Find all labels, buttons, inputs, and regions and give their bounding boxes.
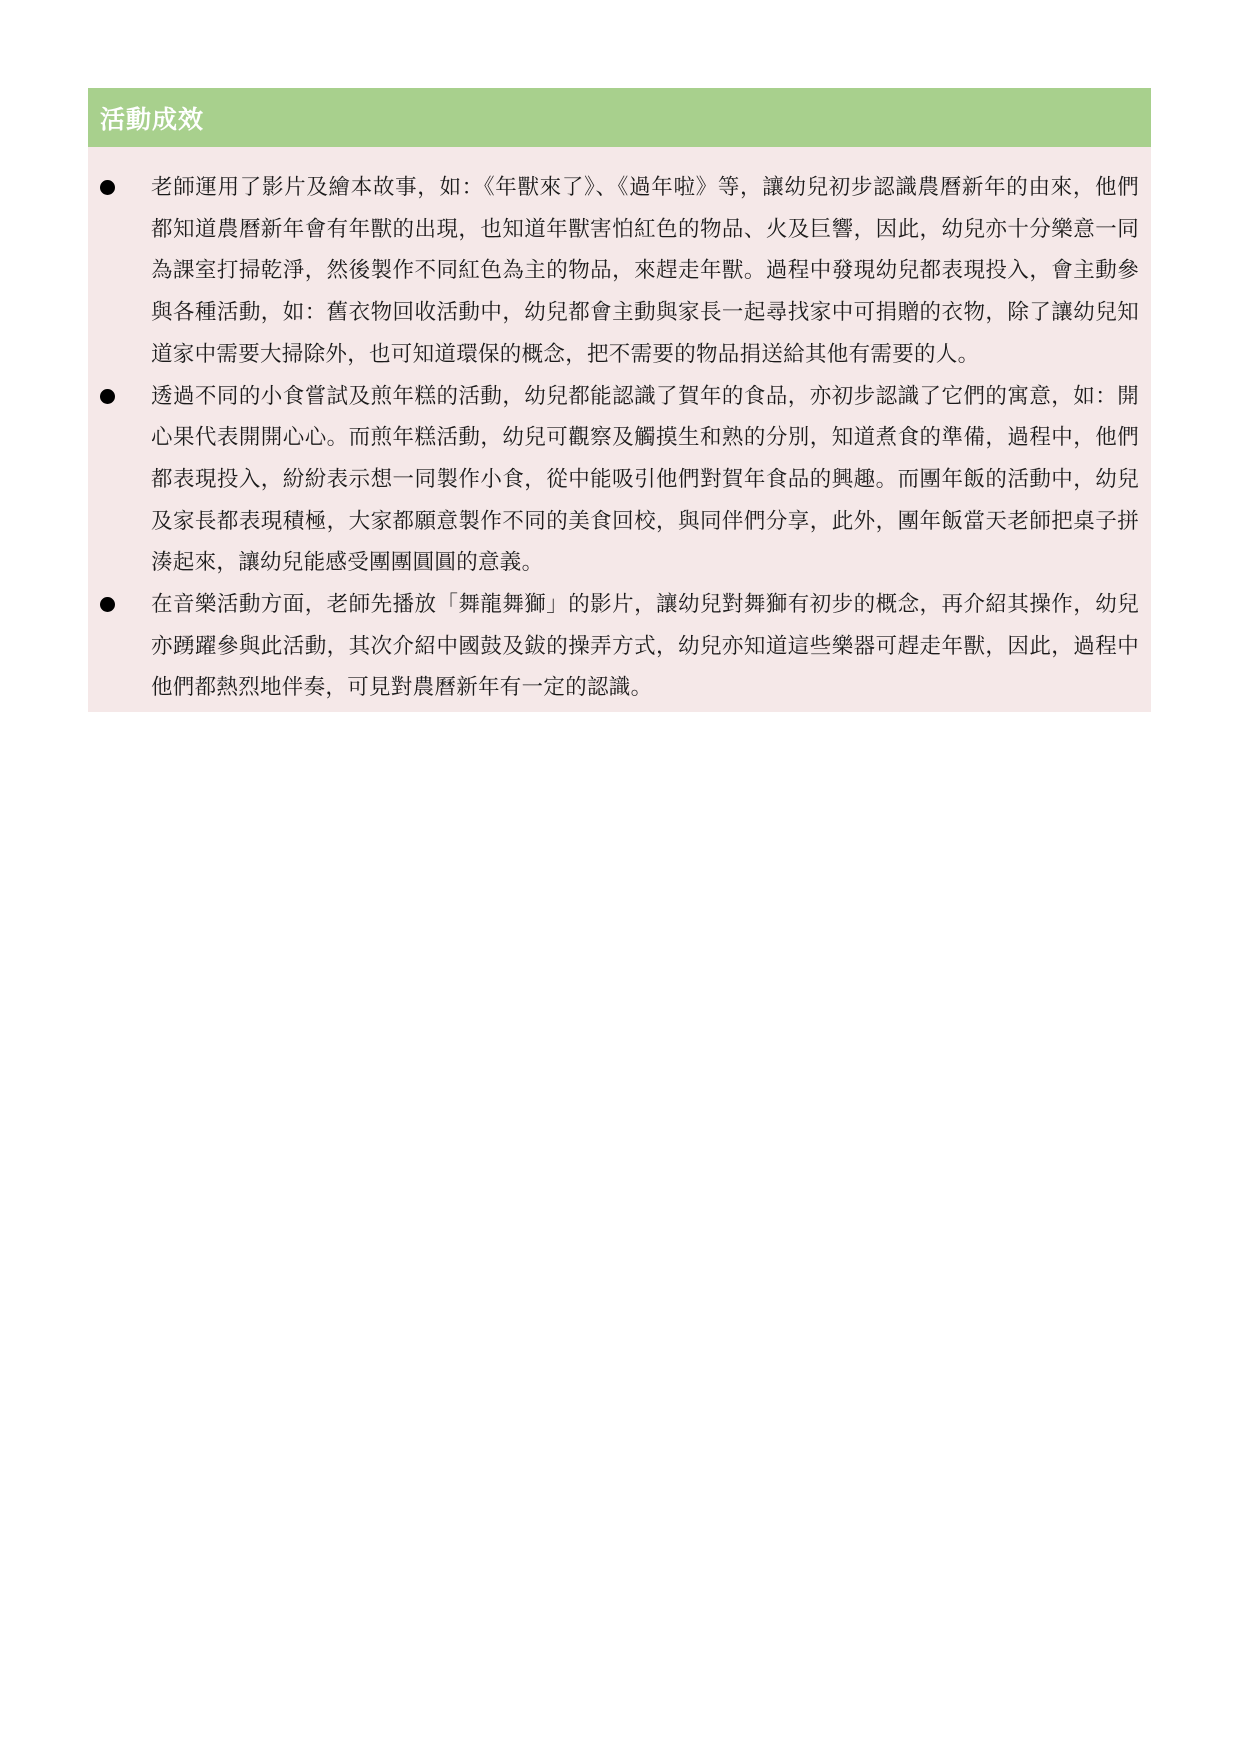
bullet-dot-icon <box>100 180 115 195</box>
list-item <box>88 376 1139 585</box>
section-header <box>88 88 1151 147</box>
list-item-text: 在音樂活動方面，老師先播放「舞龍舞獅」的影片，讓幼兒對舞獅有初步的概念，再介紹其操作，幼兒亦踴躍參與此活動，其次介紹中國鼓及鈸的操弄方式，幼兒亦知道這些樂器可趕走年獸，因此，過程中他們都熱烈地伴奏，可見對農曆新年有一定的認識。 <box>151 592 1139 701</box>
list-item-text: 老師運用了影片及繪本故事，如：《年獸來了》、《過年啦》等，讓幼兒初步認識農曆新年的由來，他們都知道農曆新年會有年獸的出現，也知道年獸害怕紅色的物品、火及巨響，因此，幼兒亦十分樂意一同為課室打掃乾淨，然後製作不同紅色為主的物品，來趕走年獸。過程中發現幼兒都表現投入，會主動參與各種活動，如：舊衣物回收活動中，幼兒都會主動與家長一起尋找家中可捐贈的衣物，除了讓幼兒知道家中需要大掃除外，也可知道環保的概念，把不需要的物品捐送給其他有需要的人。 <box>151 175 1139 367</box>
list-item-text: 透過不同的小食嘗試及煎年糕的活動，幼兒都能認識了賀年的食品，亦初步認識了它們的寓意，如：開心果代表開開心心。而煎年糕活動，幼兒可觀察及觸摸生和熟的分別，知道煮食的準備，過程中，他們都表現投入，紛紛表示想一同製作小食，從中能吸引他們對賀年食品的興趣。而團年飯的活動中，幼兒及家長都表現積極，大家都願意製作不同的美食回校，與同伴們分享，此外，團年飯當天老師把桌子拼湊起來，讓幼兒能感受團團圓圓的意義。 <box>151 383 1139 576</box>
section-body <box>88 147 1151 712</box>
list-item <box>88 584 1139 709</box>
outcome-list <box>88 167 1139 709</box>
activity-outcome-section <box>88 88 1151 712</box>
bullet-dot-icon <box>100 389 115 404</box>
list-item <box>88 167 1139 376</box>
section-title: 活動成效 <box>100 104 205 134</box>
bullet-dot-icon <box>100 597 115 612</box>
